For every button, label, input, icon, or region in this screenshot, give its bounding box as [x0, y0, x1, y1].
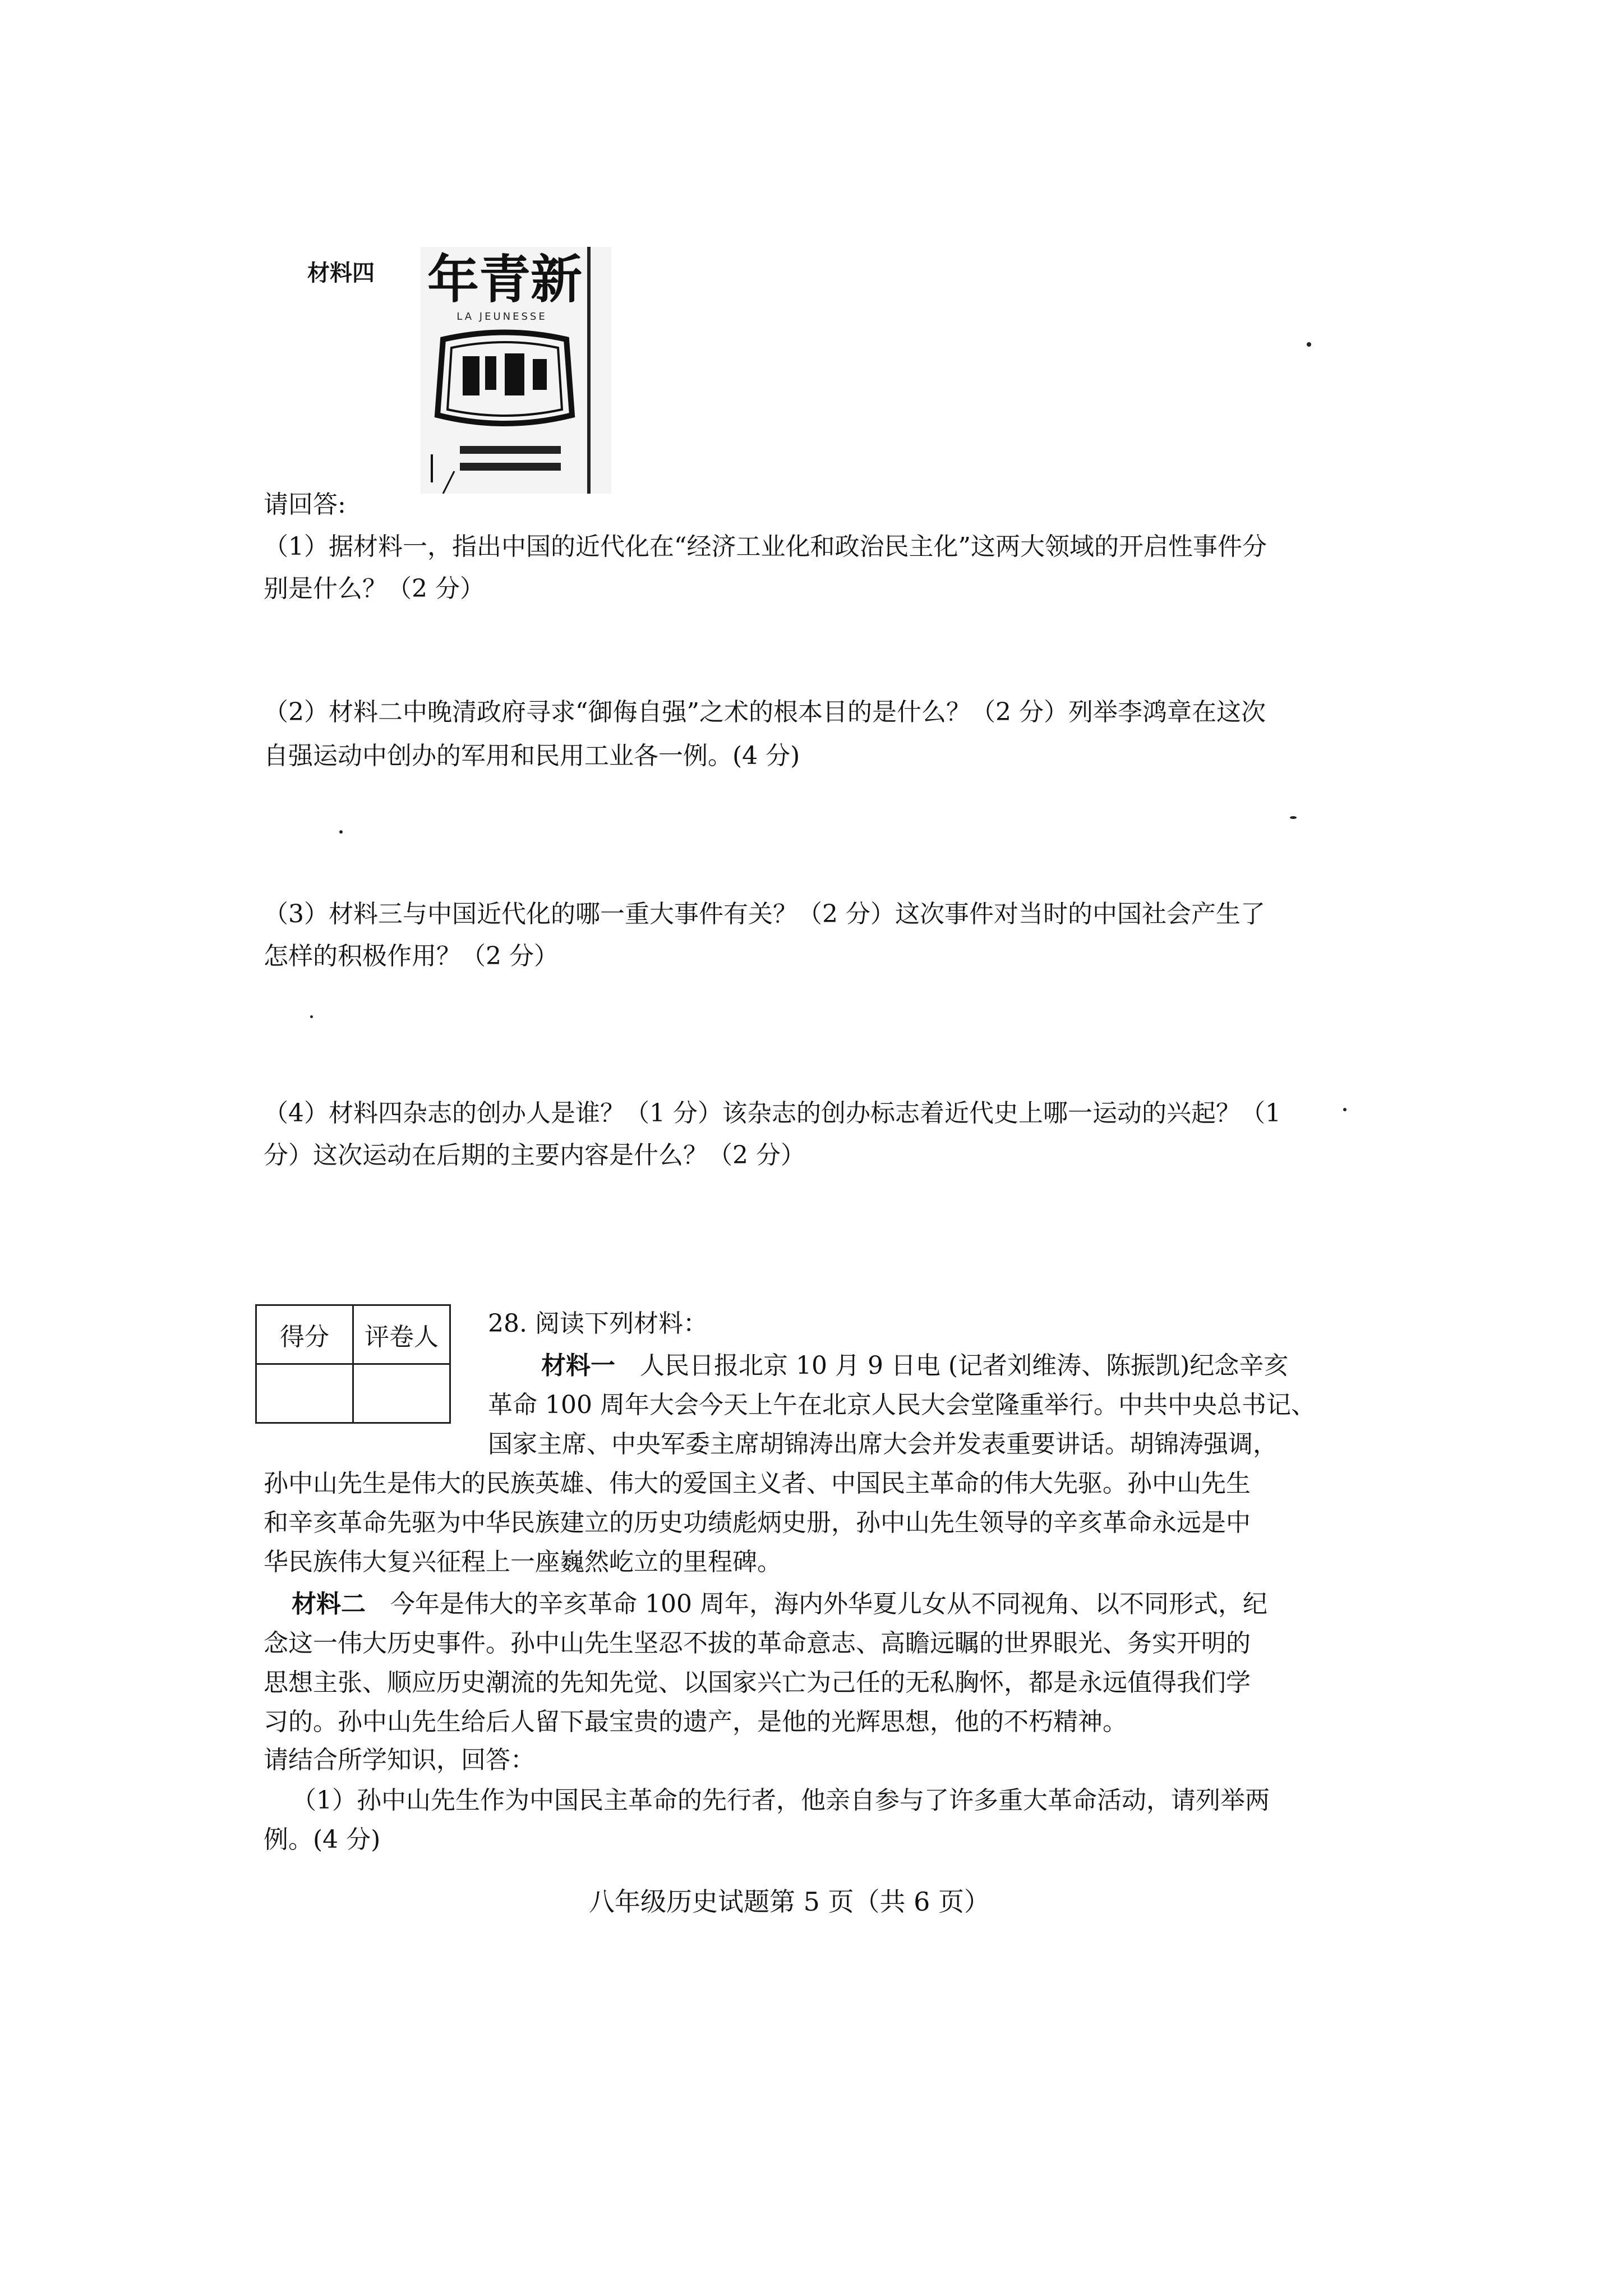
scan-speck — [1343, 1108, 1347, 1111]
page-footer: 八年级历史试题第 5 页（共 6 页） — [589, 1887, 990, 1917]
question-28-prompt: 请结合所学知识，回答： — [264, 1746, 535, 1774]
score-table — [255, 1304, 451, 1424]
scan-speck — [1307, 342, 1311, 347]
score-header: 得分 — [256, 1305, 353, 1364]
material-2-line-4: 习的。孙中山先生给后人留下最宝贵的遗产，是他的光辉思想，他的不朽精神。 — [264, 1708, 1127, 1736]
magazine-title: 年青新 — [427, 249, 583, 310]
magazine-subtitle: LA JEUNESSE — [457, 311, 547, 323]
question-1-line-1: （1）据材料一，指出中国的近代化在“经济工业化和政治民主化”这两大领域的开启性事件分 — [264, 532, 1267, 561]
question-3-line-1: （3）材料三与中国近代化的哪一重大事件有关？（2 分）这次事件对当时的中国社会产生了 — [264, 900, 1265, 928]
grader-cell[interactable] — [353, 1364, 450, 1423]
material-2-text: 今年是伟大的辛亥革命 100 周年，海内外华夏儿女从不同视角、以不同形式，纪 — [390, 1590, 1267, 1618]
scan-speck — [339, 830, 343, 834]
question-28-sub1-line-1: （1）孙中山先生作为中国民主革命的先行者，他亲自参与了许多重大革命活动，请列举两 — [292, 1786, 1270, 1815]
magazine-cover-image — [421, 247, 611, 494]
question-2-line-1: （2）材料二中晚清政府寻求“御侮自强”之术的根本目的是什么？（2 分）列举李鸿章在这次 — [264, 698, 1266, 726]
question-4-line-2: 分）这次运动在后期的主要内容是什么？（2 分） — [264, 1141, 805, 1170]
question-3-line-2: 怎样的积极作用？（2 分） — [264, 942, 559, 970]
material-2-line-1 — [292, 1588, 1267, 1621]
question-28-intro: 28. 阅读下列材料： — [488, 1309, 708, 1338]
material4-label: 材料四 — [307, 260, 375, 286]
material-1-line-3: 国家主席、中央军委主席胡锦涛出席大会并发表重要讲话。胡锦涛强调， — [488, 1430, 1278, 1458]
scan-speck — [1290, 816, 1297, 819]
material-1-line-2: 革命 100 周年大会今天上午在北京人民大会堂隆重举行。中共中央总书记、 — [488, 1391, 1316, 1419]
answer-prompt: 请回答: — [264, 490, 346, 519]
scan-speck — [310, 1015, 313, 1018]
material-1-line-5: 和辛亥革命先驱为中华民族建立的历史功绩彪炳史册，孙中山先生领导的辛亥革命永远是中 — [264, 1508, 1251, 1537]
material-2-line-3: 思想主张、顺应历史潮流的先知先觉、以国家兴亡为己任的无私胸怀，都是永远值得我们学 — [264, 1668, 1251, 1697]
grader-header: 评卷人 — [353, 1305, 450, 1364]
material-1-text: 人民日报北京 10 月 9 日电 (记者刘维涛、陈振凯)纪念辛亥 — [640, 1351, 1289, 1380]
material-1-line-4: 孙中山先生是伟大的民族英雄、伟大的爱国主义者、中国民主革命的伟大先驱。孙中山先生 — [264, 1469, 1251, 1498]
question-28-sub1-line-2: 例。(4 分) — [264, 1825, 381, 1854]
material-1-label: 材料一 — [541, 1351, 615, 1380]
material-1-line-6: 华民族伟大复兴征程上一座巍然屹立的里程碑。 — [264, 1548, 782, 1576]
question-1-line-2: 别是什么？（2 分） — [264, 574, 485, 603]
material-2-line-2: 念这一伟大历史事件。孙中山先生坚忍不拔的革命意志、高瞻远瞩的世界眼光、务实开明的 — [264, 1629, 1251, 1658]
question-4-line-1: （4）材料四杂志的创办人是谁？（1 分）该杂志的创办标志着近代史上哪一运动的兴起？（1 — [264, 1099, 1281, 1128]
score-cell[interactable] — [256, 1364, 353, 1423]
material-1-line-1 — [541, 1349, 1288, 1383]
question-2-line-2: 自强运动中创办的军用和民用工业各一例。(4 分) — [264, 742, 800, 770]
material-2-label: 材料二 — [292, 1590, 366, 1618]
